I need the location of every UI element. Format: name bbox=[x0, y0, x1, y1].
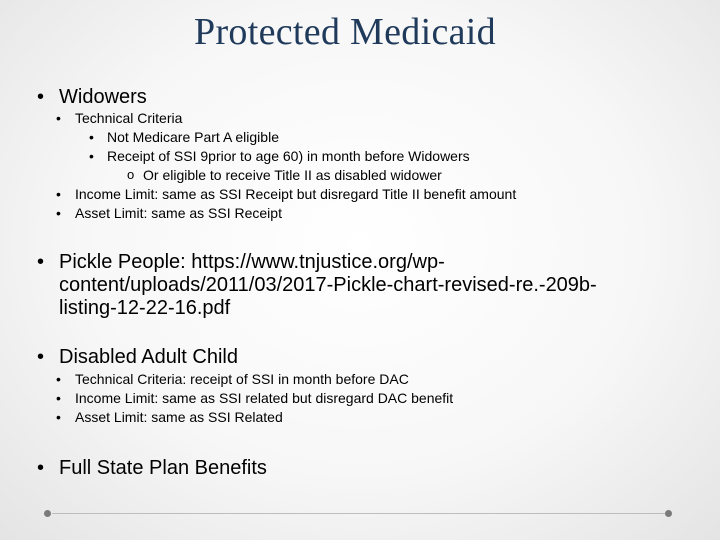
bullet-receipt-ssi bbox=[89, 148, 470, 164]
bullet-marker: • bbox=[56, 110, 61, 126]
bullet-pickle-people bbox=[37, 251, 679, 320]
dac-technical-criteria: Technical Criteria: receipt of SSI in month before DAC bbox=[75, 371, 409, 387]
widowers-label: Widowers bbox=[59, 86, 147, 108]
footer-divider-line bbox=[52, 513, 668, 514]
bullet-not-medicare bbox=[89, 129, 279, 145]
bullet-widowers bbox=[37, 86, 147, 108]
bullet-marker: • bbox=[37, 457, 45, 479]
pickle-line-1: Pickle People: https://www.tnjustice.org/wp- bbox=[59, 251, 445, 273]
bullet-widowers-technical-criteria bbox=[56, 110, 183, 126]
widowers-technical-criteria: Technical Criteria bbox=[75, 110, 183, 126]
widowers-asset-limit: Asset Limit: same as SSI Receipt bbox=[75, 205, 282, 221]
bullet-widowers-asset-limit bbox=[56, 205, 282, 221]
bullet-dac-technical-criteria bbox=[56, 371, 409, 387]
bullet-full-state-plan bbox=[37, 457, 267, 479]
widowers-income-limit: Income Limit: same as SSI Receipt but disregard Title II benefit amount bbox=[75, 186, 517, 202]
bullet-or-eligible bbox=[127, 167, 442, 183]
footer-left-dot-icon bbox=[44, 510, 51, 517]
bullet-marker: • bbox=[56, 205, 61, 221]
bullet-marker: o bbox=[127, 167, 135, 182]
or-eligible-text: Or eligible to receive Title II as disabled widower bbox=[143, 167, 442, 183]
bullet-widowers-income-limit bbox=[56, 186, 517, 202]
bullet-marker: • bbox=[37, 251, 45, 273]
bullet-marker: • bbox=[56, 409, 61, 425]
dac-asset-limit: Asset Limit: same as SSI Related bbox=[75, 409, 283, 425]
bullet-marker: • bbox=[89, 148, 94, 164]
slide-title: Protected Medicaid bbox=[194, 11, 496, 53]
dac-income-limit: Income Limit: same as SSI related but disregard DAC benefit bbox=[75, 390, 454, 406]
bullet-marker: • bbox=[37, 346, 45, 368]
pickle-line-3: listing-12-22-16.pdf bbox=[59, 297, 231, 319]
dac-label: Disabled Adult Child bbox=[59, 346, 238, 368]
full-state-plan-label: Full State Plan Benefits bbox=[59, 457, 267, 479]
bullet-marker: • bbox=[89, 129, 94, 145]
bullet-marker: • bbox=[37, 86, 45, 108]
bullet-dac-asset-limit bbox=[56, 409, 283, 425]
bullet-dac-income-limit bbox=[56, 390, 454, 406]
bullet-marker: • bbox=[56, 371, 61, 387]
bullet-marker: • bbox=[56, 186, 61, 202]
receipt-ssi-text: Receipt of SSI 9prior to age 60) in month before Widowers bbox=[107, 148, 470, 164]
footer-right-dot-icon bbox=[665, 510, 672, 517]
bullet-marker: • bbox=[56, 390, 61, 406]
pickle-line-2: content/uploads/2011/03/2017-Pickle-chart-revised-re.-209b- bbox=[59, 274, 597, 296]
not-medicare-text: Not Medicare Part A eligible bbox=[107, 129, 279, 145]
bullet-disabled-adult-child bbox=[37, 346, 238, 368]
